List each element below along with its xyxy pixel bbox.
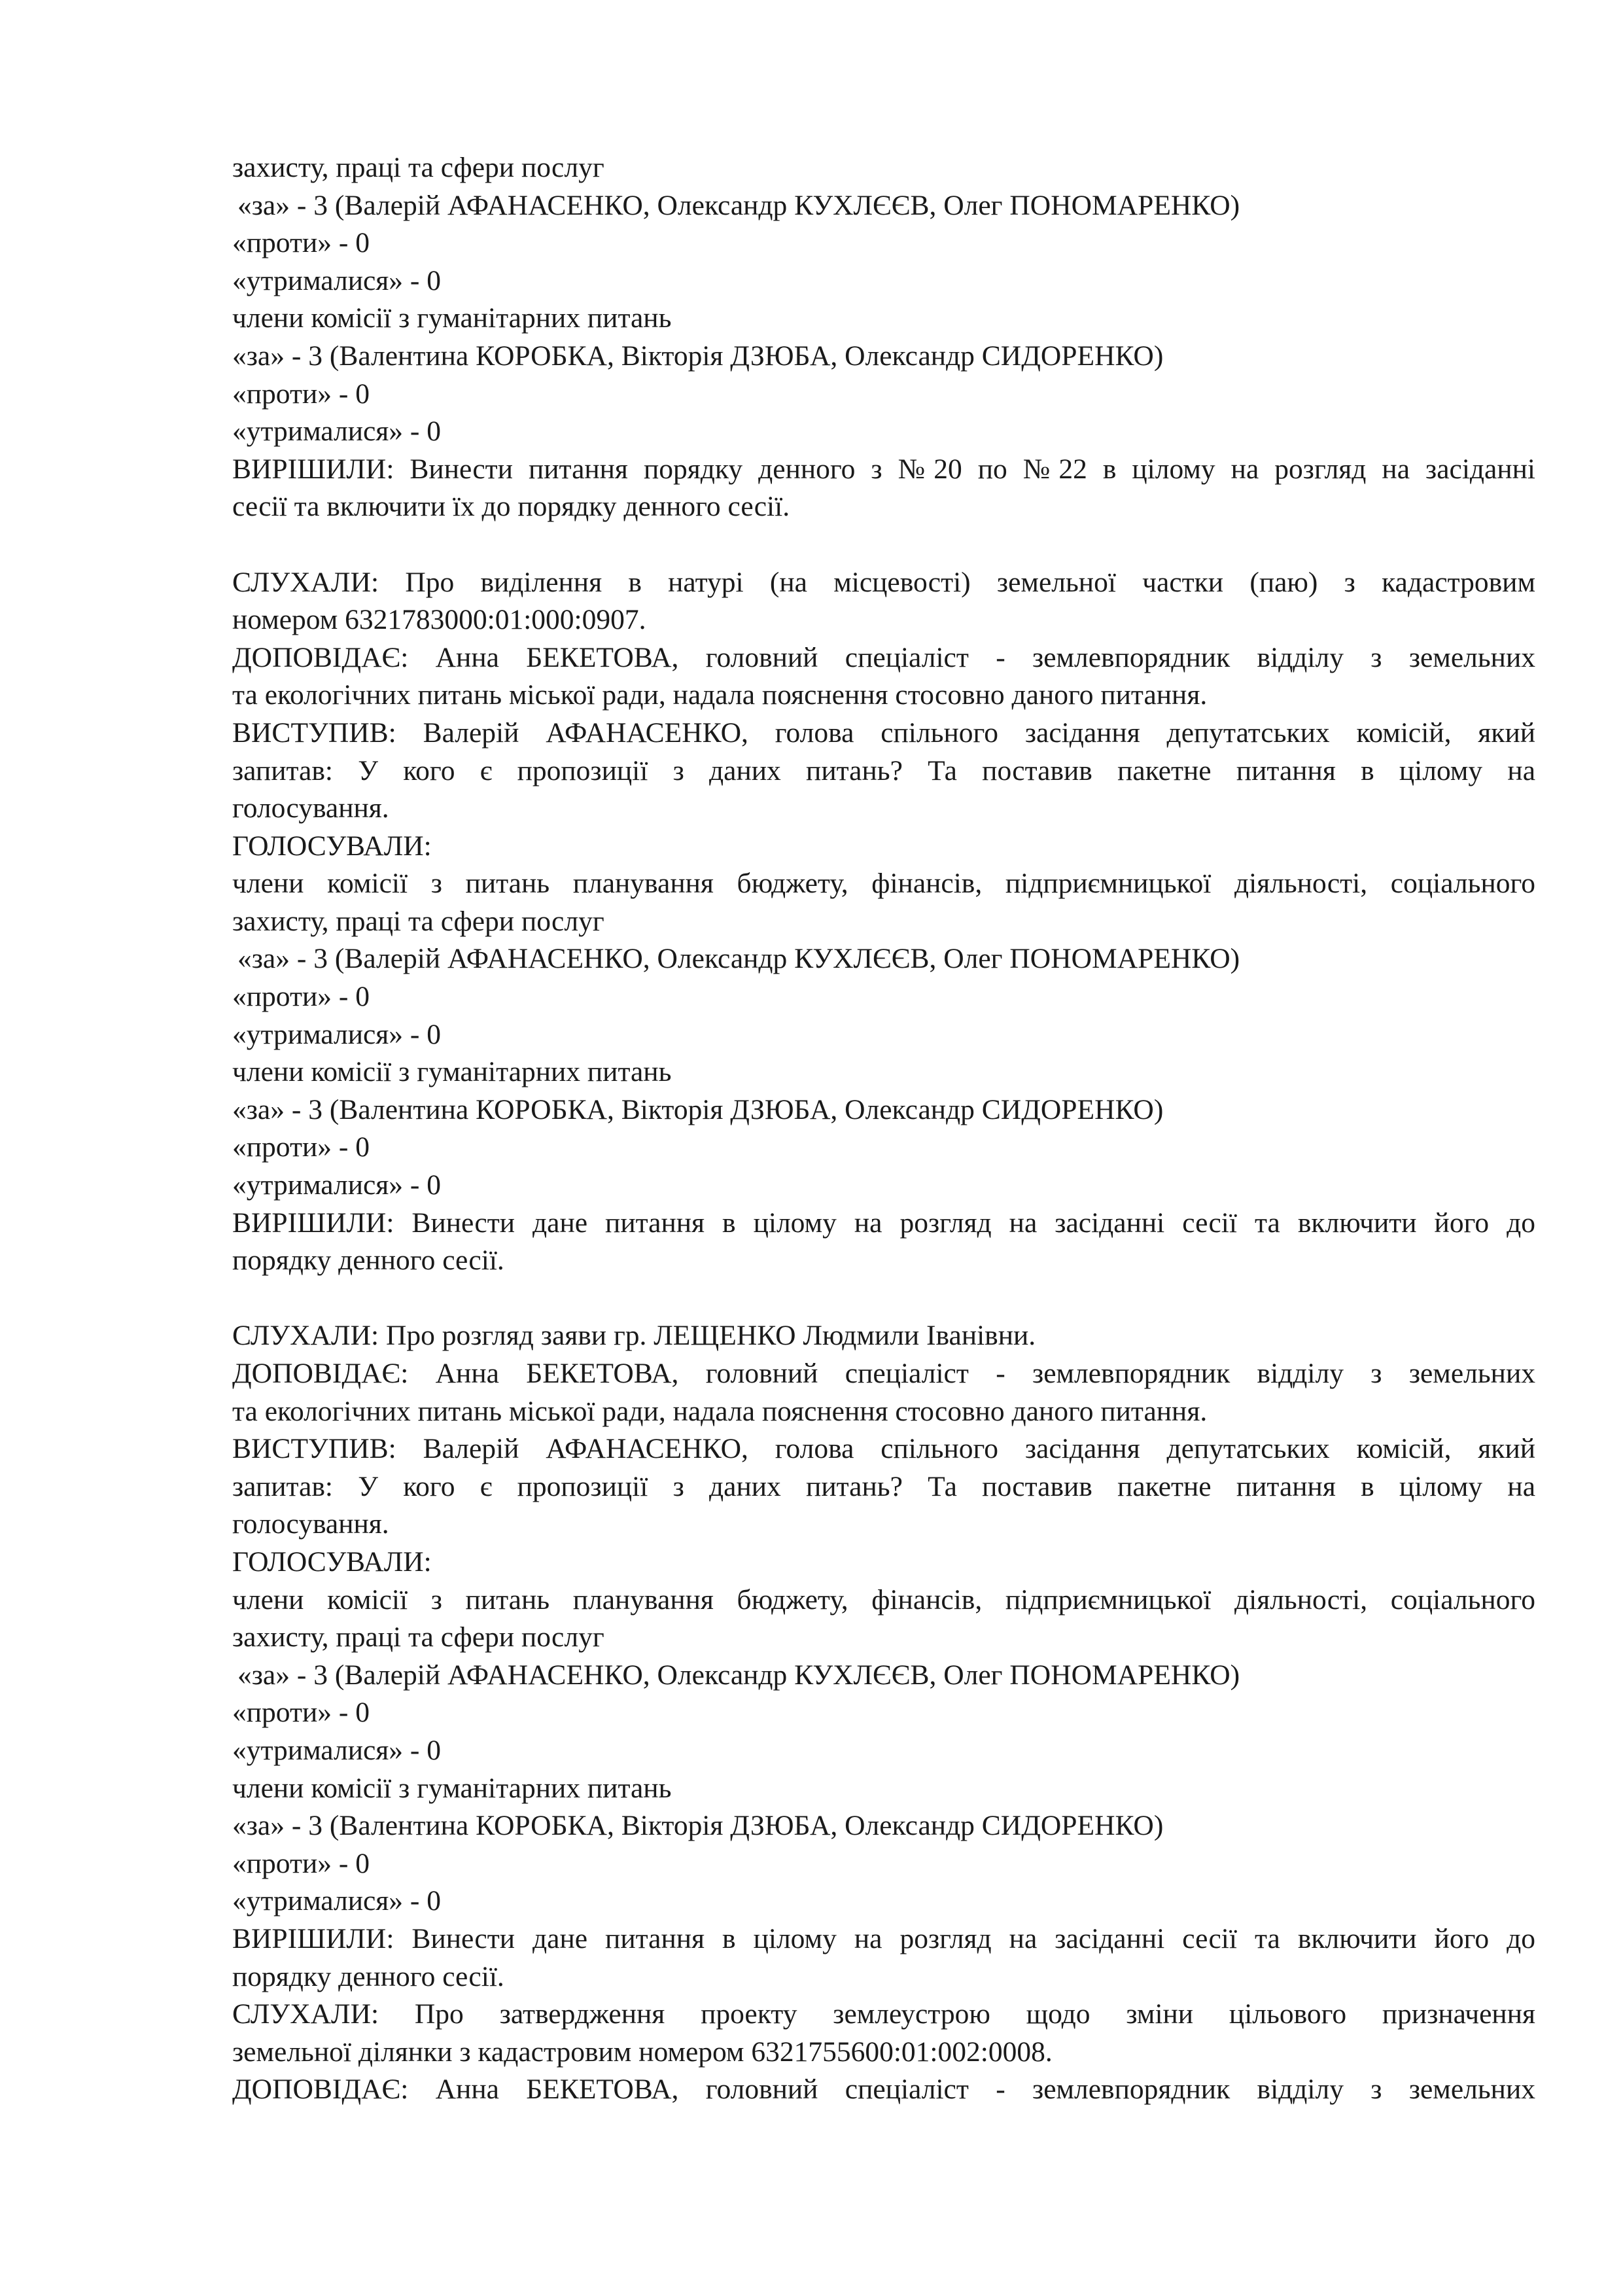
voted-heading: ГОЛОСУВАЛИ: bbox=[232, 1545, 432, 1578]
text-line: голосування. bbox=[232, 792, 389, 824]
decision-line: ВИРІШИЛИ: Винести питання порядку денного з №20 по №22 в цілому на розгляд на засіданні bbox=[232, 453, 1535, 485]
heard-line: СЛУХАЛИ: Про затвердження проекту землеустрою щодо зміни цільового призначення bbox=[232, 1998, 1535, 2030]
speaker-line: ВИСТУПИВ: Валерій АФАНАСЕНКО, голова спільного засідання депутатських комісій, який bbox=[232, 716, 1535, 749]
document-page bbox=[232, 149, 1535, 2109]
vote-against-line: «проти» - 0 bbox=[232, 378, 370, 410]
text-line: порядку денного сесії. bbox=[232, 1960, 504, 1992]
vote-abstained-line: «утрималися» - 0 bbox=[232, 415, 442, 448]
text-line: члени комісії з питань планування бюджету, фінансів, підприємницької діяльності, соціального bbox=[232, 868, 1535, 900]
text-line: земельної ділянки з кадастровим номером 6321755600:01:002:0008. bbox=[232, 2036, 1053, 2068]
paragraph-gap bbox=[232, 526, 1535, 564]
vote-against-line: «проти» - 0 bbox=[232, 1847, 370, 1879]
text-line: члени комісії з гуманітарних питань bbox=[232, 302, 672, 334]
text-line: запитав: У кого є пропозиції з даних питань? Та поставив пакетне питання в цілому на bbox=[232, 1470, 1535, 1502]
text-line: порядку денного сесії. bbox=[232, 1245, 504, 1277]
vote-for-line: «за» - 3 (Валерій АФАНАСЕНКО, Олександр КУХЛЄЄВ, Олег ПОНОМАРЕНКО) bbox=[237, 189, 1240, 221]
vote-against-line: «проти» - 0 bbox=[232, 227, 370, 259]
vote-abstained-line: «утрималися» - 0 bbox=[232, 1018, 442, 1050]
text-line: та екологічних питань міської ради, надала пояснення стосовно даного питання. bbox=[232, 679, 1208, 711]
vote-abstained-line: «утрималися» - 0 bbox=[232, 1885, 442, 1917]
decision-line: ВИРІШИЛИ: Винести дане питання в цілому на розгляд на засіданні сесії та включити його до bbox=[232, 1922, 1535, 1954]
text-line: запитав: У кого є пропозиції з даних питань? Та поставив пакетне питання в цілому на bbox=[232, 754, 1535, 786]
vote-abstained-line: «утрималися» - 0 bbox=[232, 1734, 442, 1766]
vote-abstained-line: «утрималися» - 0 bbox=[232, 1169, 442, 1201]
heard-line: СЛУХАЛИ: Про розгляд заяви гр. ЛЕЩЕНКО Людмили Іванівни. bbox=[232, 1320, 1036, 1352]
text-line: та екологічних питань міської ради, надала пояснення стосовно даного питання. bbox=[232, 1395, 1208, 1427]
vote-against-line: «проти» - 0 bbox=[232, 1697, 370, 1729]
text-line: захисту, праці та сфери послуг bbox=[232, 905, 604, 937]
text-line: захисту, праці та сфери послуг bbox=[232, 1621, 604, 1653]
text-line: члени комісії з питань планування бюджету, фінансів, підприємницької діяльності, соціального bbox=[232, 1583, 1535, 1616]
voted-heading: ГОЛОСУВАЛИ: bbox=[232, 830, 432, 862]
reporter-line: ДОПОВІДАЄ: Анна БЕКЕТОВА, головний спеціаліст - землевпорядник відділу з земельних bbox=[232, 2074, 1535, 2106]
speaker-line: ВИСТУПИВ: Валерій АФАНАСЕНКО, голова спільного засідання депутатських комісій, який bbox=[232, 1433, 1535, 1465]
vote-for-line: «за» - 3 (Валентина КОРОБКА, Вікторія ДЗЮБА, Олександр СИДОРЕНКО) bbox=[232, 340, 1164, 372]
decision-line: ВИРІШИЛИ: Винести дане питання в цілому на розгляд на засіданні сесії та включити його до bbox=[232, 1207, 1535, 1239]
vote-against-line: «проти» - 0 bbox=[232, 981, 370, 1013]
vote-for-line: «за» - 3 (Валерій АФАНАСЕНКО, Олександр КУХЛЄЄВ, Олег ПОНОМАРЕНКО) bbox=[237, 1659, 1240, 1691]
vote-for-line: «за» - 3 (Валентина КОРОБКА, Вікторія ДЗЮБА, Олександр СИДОРЕНКО) bbox=[232, 1810, 1164, 1842]
text-line: номером 6321783000:01:000:0907. bbox=[232, 604, 646, 636]
paragraph-gap bbox=[232, 1280, 1535, 1318]
vote-abstained-line: «утрималися» - 0 bbox=[232, 264, 442, 296]
text-line: члени комісії з гуманітарних питань bbox=[232, 1056, 672, 1088]
text-line: сесії та включити їх до порядку денного сесії. bbox=[232, 491, 790, 523]
reporter-line: ДОПОВІДАЄ: Анна БЕКЕТОВА, головний спеціаліст - землевпорядник відділу з земельних bbox=[232, 1358, 1535, 1389]
text-line: захисту, праці та сфери послуг bbox=[232, 152, 604, 183]
heard-line: СЛУХАЛИ: Про виділення в натурі (на місцевості) земельної частки (паю) з кадастровим bbox=[232, 566, 1535, 598]
vote-against-line: «проти» - 0 bbox=[232, 1131, 370, 1163]
reporter-line: ДОПОВІДАЄ: Анна БЕКЕТОВА, головний спеціаліст - землевпорядник відділу з земельних bbox=[232, 641, 1535, 673]
vote-for-line: «за» - 3 (Валерій АФАНАСЕНКО, Олександр КУХЛЄЄВ, Олег ПОНОМАРЕНКО) bbox=[237, 943, 1240, 975]
text-line: члени комісії з гуманітарних питань bbox=[232, 1772, 672, 1804]
text-line: голосування. bbox=[232, 1508, 389, 1540]
vote-for-line: «за» - 3 (Валентина КОРОБКА, Вікторія ДЗЮБА, Олександр СИДОРЕНКО) bbox=[232, 1093, 1164, 1125]
